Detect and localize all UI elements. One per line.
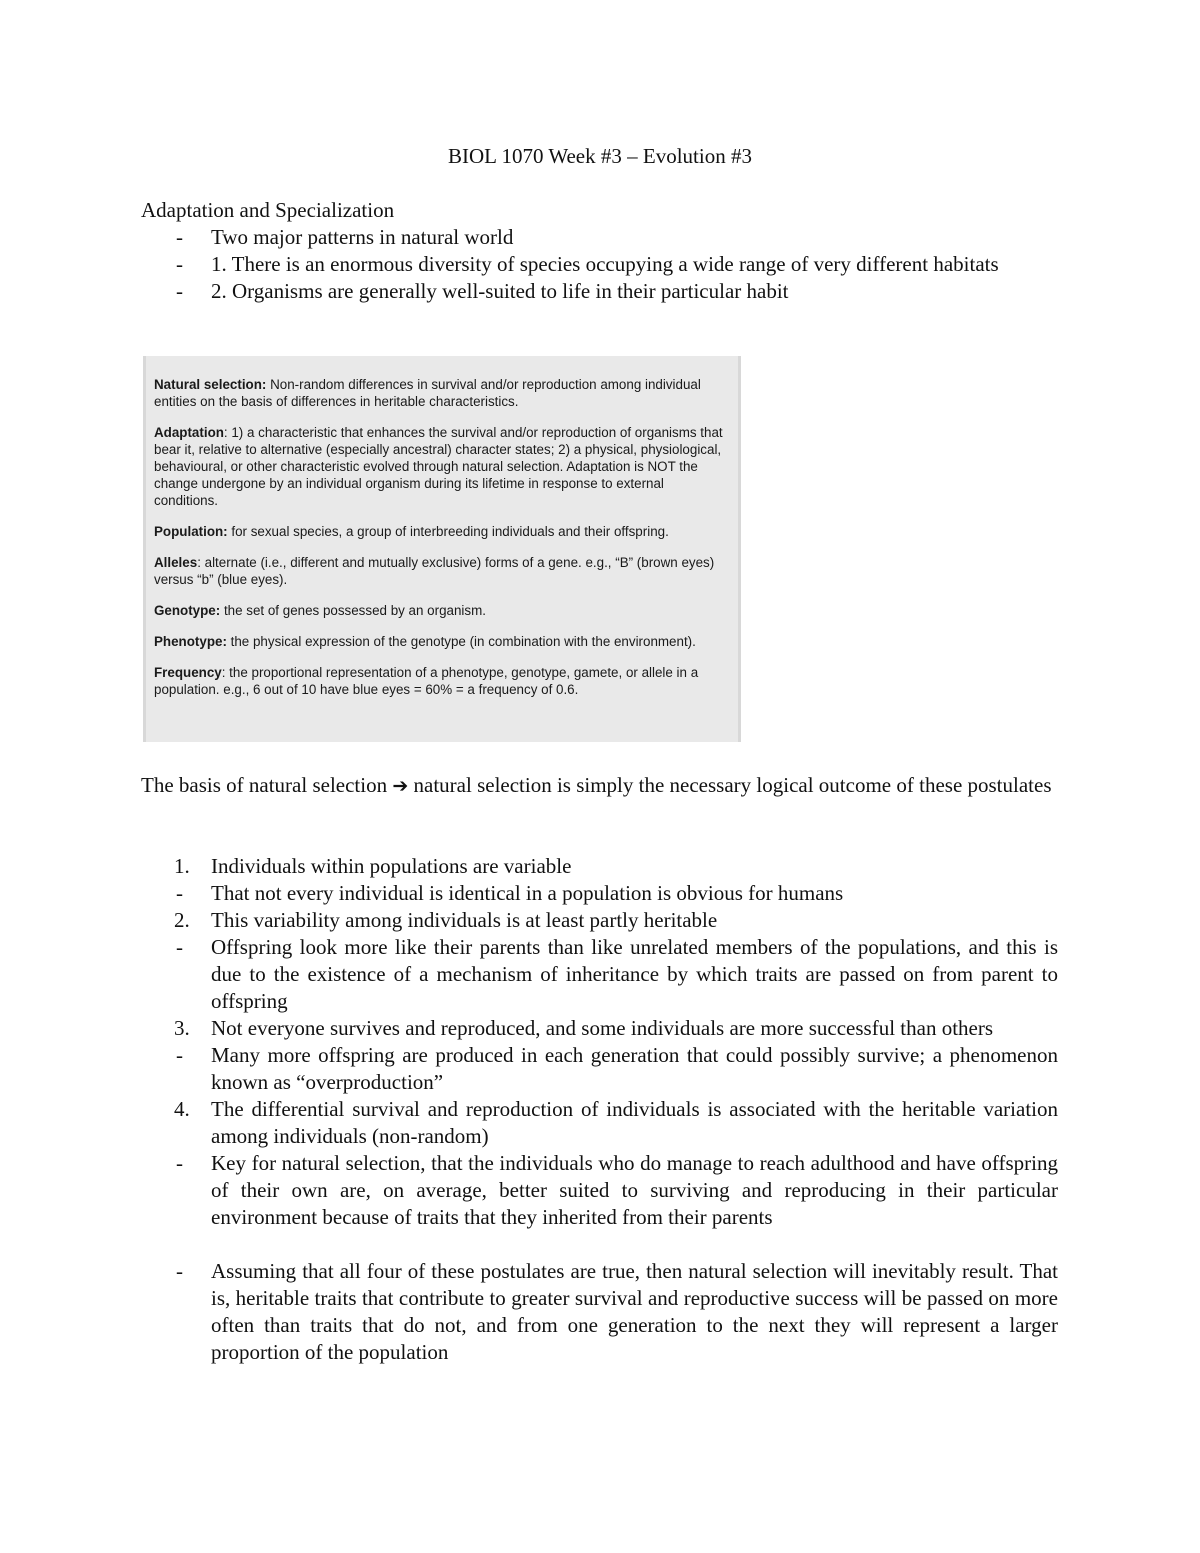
list-item bbox=[141, 934, 1058, 1015]
definition-text: : 1) a characteristic that enhances the survival and/or reproduction of organisms that bear it, relative to alternative (especially ancestral) character states; 2) a physical, physiological, behavioural, or other characteristic evolved through natural selection. Adaptation is NOT the change undergone by an individual organism during its lifetime in response to external conditions. bbox=[154, 425, 723, 508]
list-item-text: Not everyone survives and reproduced, and some individuals are more successful than others bbox=[211, 1016, 994, 1040]
section-heading: Adaptation and Specialization bbox=[141, 198, 395, 222]
basis-paragraph bbox=[141, 772, 1058, 800]
list-marker: - bbox=[176, 252, 183, 276]
list-item-text: This variability among individuals is at least partly heritable bbox=[211, 908, 718, 932]
list-item bbox=[141, 1042, 1058, 1096]
definition-text: Non-random differences in survival and/or reproduction among individual entities on the basis of differences in heritable characteristics. bbox=[154, 377, 701, 409]
definition bbox=[154, 554, 730, 588]
list-marker: 1. bbox=[174, 854, 190, 878]
list-item bbox=[141, 853, 1058, 880]
right-arrow-icon: ➔ bbox=[392, 775, 409, 797]
list-marker: - bbox=[176, 279, 183, 303]
definition-term: Frequency bbox=[154, 665, 222, 680]
definition-text: : alternate (i.e., different and mutually exclusive) forms of a gene. e.g., “B” (brown eyes) versus “b” (blue eyes). bbox=[154, 555, 715, 587]
definition-term: Adaptation bbox=[154, 425, 224, 440]
document-title: BIOL 1070 Week #3 – Evolution #3 bbox=[448, 144, 752, 168]
list-marker: - bbox=[176, 225, 183, 249]
definition-term: Phenotype: bbox=[154, 634, 227, 649]
list-marker: - bbox=[176, 1043, 183, 1067]
list-item-text: Many more offspring are produced in each generation that could possibly survive; a phenomenon known as “overproduction” bbox=[211, 1043, 1058, 1094]
list-item-text: Assuming that all four of these postulates are true, then natural selection will inevitably result. That is, heritable traits that contribute to greater survival and reproductive success will be passed on more often than traits that do not, and from one generation to the next they will represent a larger proportion of the population bbox=[211, 1259, 1058, 1364]
definition-text: the physical expression of the genotype (in combination with the environment). bbox=[226, 634, 696, 649]
list-marker: - bbox=[176, 935, 183, 959]
list-marker: 2. bbox=[174, 908, 190, 932]
definition-text: for sexual species, a group of interbreeding individuals and their offspring. bbox=[227, 524, 669, 539]
list-marker: - bbox=[176, 881, 183, 905]
list-marker: - bbox=[176, 1259, 183, 1283]
list-item bbox=[141, 1096, 1058, 1150]
list-item-text: The differential survival and reproduction of individuals is associated with the heritable variation among individuals (non-random) bbox=[211, 1097, 1058, 1148]
definition bbox=[154, 424, 730, 509]
list-marker: 4. bbox=[174, 1097, 190, 1121]
list-item bbox=[141, 224, 1058, 251]
definition bbox=[154, 664, 730, 698]
list-item bbox=[141, 278, 1058, 305]
definition bbox=[154, 602, 730, 619]
definitions-box bbox=[143, 356, 741, 742]
list-item bbox=[141, 907, 1058, 934]
definition-term: Population: bbox=[154, 524, 228, 539]
definition-term: Alleles bbox=[154, 555, 198, 570]
list-marker: - bbox=[176, 1151, 183, 1175]
list-item-text: 1. There is an enormous diversity of species occupying a wide range of very different habitats bbox=[211, 252, 999, 276]
list-item-text: That not every individual is identical in a population is obvious for humans bbox=[211, 881, 844, 905]
list-item bbox=[141, 1258, 1058, 1366]
definition bbox=[154, 633, 730, 650]
list-item bbox=[141, 880, 1058, 907]
definition-term: Genotype: bbox=[154, 603, 221, 618]
list-item-text: Two major patterns in natural world bbox=[211, 225, 514, 249]
definition bbox=[154, 523, 730, 540]
list-item bbox=[141, 1150, 1058, 1231]
basis-text-end: natural selection is simply the necessary logical outcome of these postulates bbox=[408, 773, 1052, 797]
list-item bbox=[141, 251, 1058, 278]
list-item-text: Offspring look more like their parents than like unrelated members of the populations, and this is due to the existence of a mechanism of inheritance by which traits are passed on from parent to offspring bbox=[211, 935, 1058, 1013]
definition-text: : the proportional representation of a phenotype, genotype, gamete, or allele in a population. e.g., 6 out of 10 have blue eyes = 60% = a frequency of 0.6. bbox=[154, 665, 699, 697]
list-item-text: Individuals within populations are variable bbox=[211, 854, 572, 878]
definition-text: the set of genes possessed by an organism. bbox=[220, 603, 486, 618]
list-item bbox=[141, 1015, 1058, 1042]
list-marker: 3. bbox=[174, 1016, 190, 1040]
list-item-text: 2. Organisms are generally well-suited to life in their particular habit bbox=[211, 279, 789, 303]
definition bbox=[154, 376, 730, 410]
postulates-list bbox=[141, 853, 1058, 1366]
basis-text-start: The basis of natural selection bbox=[141, 773, 393, 797]
definition-term: Natural selection: bbox=[154, 377, 267, 392]
list-item-text: Key for natural selection, that the individuals who do manage to reach adulthood and have offspring of their own are, on average, better suited to surviving and reproducing in their particular environment because of traits that they inherited from their parents bbox=[211, 1151, 1058, 1229]
intro-list bbox=[141, 224, 1058, 305]
